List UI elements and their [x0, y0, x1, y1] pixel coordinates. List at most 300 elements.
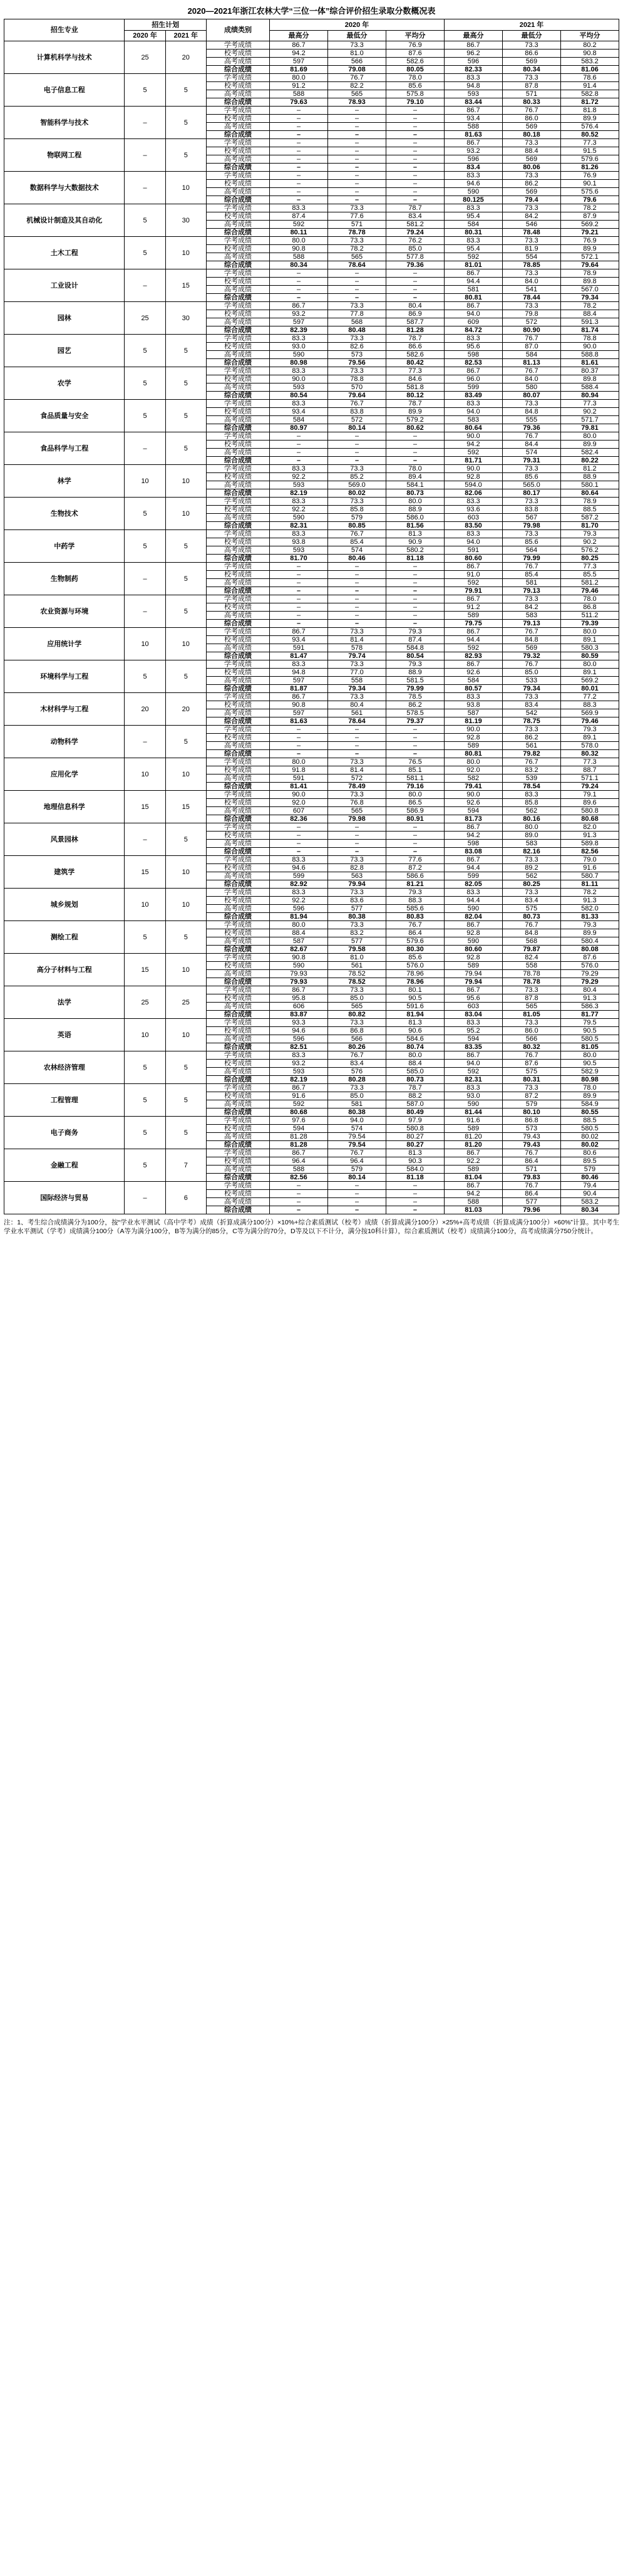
header-2020-min: 最低分	[328, 31, 386, 41]
score-type-label: 学考成绩	[206, 139, 269, 147]
score-type-label: 高考成绩	[206, 90, 269, 98]
score-cell: 79.75	[445, 620, 503, 628]
score-type-label: 学考成绩	[206, 791, 269, 799]
score-type-label: 高考成绩	[206, 644, 269, 652]
score-cell: 609	[445, 318, 503, 326]
header-year-2021: 2021 年	[445, 19, 619, 31]
score-cell: 86.7	[270, 693, 328, 701]
score-cell: 83.3	[270, 400, 328, 408]
score-cell: 80.90	[502, 326, 560, 335]
plan-2021: 5	[165, 107, 206, 139]
score-cell: –	[386, 180, 444, 188]
score-cell: 596	[445, 58, 503, 66]
score-type-label: 校考成绩	[206, 538, 269, 546]
score-cell: –	[328, 1206, 386, 1214]
score-cell: 80.34	[560, 1206, 619, 1214]
score-cell: 89.1	[560, 734, 619, 742]
score-cell: 579.6	[386, 937, 444, 946]
score-cell: 86.7	[270, 1084, 328, 1092]
score-cell: 76.7	[328, 1149, 386, 1157]
score-cell: 597	[270, 709, 328, 717]
score-cell: 592	[270, 1100, 328, 1108]
score-cell: 86.7	[270, 1149, 328, 1157]
score-cell: 569	[502, 188, 560, 196]
major-name: 英语	[4, 1019, 125, 1051]
score-cell: 83.8	[328, 408, 386, 416]
header-score-type: 成绩类别	[206, 19, 269, 41]
score-cell: 598	[445, 351, 503, 359]
score-cell: –	[270, 571, 328, 579]
score-cell: 79.37	[386, 717, 444, 726]
score-cell: 94.2	[445, 1190, 503, 1198]
score-cell: 80.59	[560, 652, 619, 660]
score-cell: 92.2	[270, 897, 328, 905]
score-cell: 73.3	[502, 856, 560, 864]
score-cell: –	[270, 726, 328, 734]
table-row	[4, 791, 619, 799]
major-name: 计算机科学与技术	[4, 41, 125, 74]
score-cell: 83.6	[328, 897, 386, 905]
score-type-label: 综合成绩	[206, 815, 269, 823]
plan-2021: 10	[165, 237, 206, 269]
score-cell: 85.2	[328, 473, 386, 481]
score-cell: 76.7	[502, 628, 560, 636]
score-cell: 76.7	[502, 107, 560, 115]
score-cell: 77.3	[386, 367, 444, 375]
score-cell: 76.7	[502, 921, 560, 929]
score-cell: 73.3	[328, 660, 386, 669]
score-cell: 73.3	[328, 335, 386, 343]
score-cell: 78.9	[560, 269, 619, 278]
score-cell: 82.0	[560, 823, 619, 832]
score-cell: 80.98	[560, 1076, 619, 1084]
score-cell: 83.3	[445, 889, 503, 897]
score-cell: 82.19	[270, 489, 328, 498]
score-cell: 579	[328, 514, 386, 522]
score-cell: 81.28	[270, 1133, 328, 1141]
plan-2021: 30	[165, 302, 206, 335]
score-cell: 82.6	[328, 343, 386, 351]
plan-2020: 15	[125, 954, 165, 986]
score-cell: –	[386, 1206, 444, 1214]
major-name: 高分子材料与工程	[4, 954, 125, 986]
score-cell: 569	[502, 123, 560, 131]
plan-2021: 5	[165, 530, 206, 563]
score-cell: 91.3	[560, 832, 619, 840]
score-cell: 86.4	[386, 929, 444, 937]
score-cell: 581	[445, 286, 503, 294]
score-cell: 80.82	[328, 1011, 386, 1019]
score-cell: –	[386, 563, 444, 571]
score-cell: –	[328, 139, 386, 147]
plan-2021: 7	[165, 1149, 206, 1182]
score-cell: –	[270, 840, 328, 848]
score-cell: 93.2	[270, 310, 328, 318]
score-type-label: 综合成绩	[206, 359, 269, 367]
score-cell: 83.08	[445, 848, 503, 856]
score-cell: 80.0	[560, 1051, 619, 1060]
score-type-label: 学考成绩	[206, 269, 269, 278]
score-cell: –	[386, 832, 444, 840]
score-type-label: 综合成绩	[206, 98, 269, 107]
score-cell: 590	[445, 905, 503, 913]
score-cell: 80.30	[386, 946, 444, 954]
header-2021-max: 最高分	[445, 31, 503, 41]
score-cell: 81.63	[445, 131, 503, 139]
score-cell: –	[270, 603, 328, 612]
score-cell: 581.1	[386, 774, 444, 783]
score-cell: 73.3	[502, 139, 560, 147]
score-cell: –	[328, 115, 386, 123]
score-cell: 91.4	[560, 82, 619, 90]
score-cell: 73.3	[328, 498, 386, 506]
score-cell: 79.8	[502, 310, 560, 318]
score-cell: –	[328, 726, 386, 734]
score-cell: 82.19	[270, 1076, 328, 1084]
plan-2020: 15	[125, 856, 165, 889]
score-type-label: 综合成绩	[206, 261, 269, 269]
score-cell: 86.7	[270, 302, 328, 310]
score-cell: 586.0	[386, 514, 444, 522]
score-type-label: 综合成绩	[206, 1206, 269, 1214]
score-cell: 92.8	[445, 734, 503, 742]
score-cell: 576	[328, 1068, 386, 1076]
score-type-label: 学考成绩	[206, 563, 269, 571]
score-cell: 90.9	[386, 538, 444, 546]
table-row	[4, 367, 619, 375]
score-type-label: 综合成绩	[206, 620, 269, 628]
plan-2021: 10	[165, 1019, 206, 1051]
major-name: 测绘工程	[4, 921, 125, 954]
score-cell: 88.4	[270, 929, 328, 937]
score-table	[4, 19, 619, 1214]
table-row	[4, 823, 619, 832]
score-cell: 78.96	[386, 978, 444, 986]
score-cell: 533	[502, 677, 560, 685]
score-cell: –	[386, 107, 444, 115]
score-cell: 87.9	[560, 212, 619, 221]
table-row	[4, 400, 619, 408]
score-cell: –	[270, 1182, 328, 1190]
score-cell: 95.6	[445, 343, 503, 351]
score-cell: 79.3	[386, 889, 444, 897]
score-cell: 85.0	[386, 245, 444, 253]
score-cell: 79.99	[386, 685, 444, 693]
score-type-label: 高考成绩	[206, 1035, 269, 1043]
score-type-label: 学考成绩	[206, 367, 269, 375]
score-cell: –	[386, 155, 444, 164]
score-cell: 83.3	[270, 498, 328, 506]
score-cell: 87.2	[386, 864, 444, 872]
score-cell: 90.0	[560, 343, 619, 351]
score-type-label: 校考成绩	[206, 669, 269, 677]
plan-2021: 10	[165, 758, 206, 791]
score-cell: 86.7	[445, 269, 503, 278]
score-cell: –	[386, 432, 444, 441]
score-cell: 78.2	[560, 889, 619, 897]
score-cell: 580.4	[560, 937, 619, 946]
score-cell: 89.8	[560, 278, 619, 286]
score-cell: 73.3	[502, 41, 560, 50]
score-cell: 588.4	[560, 383, 619, 392]
score-cell: 84.72	[445, 326, 503, 335]
score-cell: –	[386, 840, 444, 848]
major-name: 数据科学与大数据技术	[4, 172, 125, 204]
table-row	[4, 628, 619, 636]
score-cell: 89.1	[560, 669, 619, 677]
score-cell: 83.35	[445, 1043, 503, 1051]
header-2021-min: 最低分	[502, 31, 560, 41]
score-cell: 78.0	[560, 1084, 619, 1092]
score-cell: 77.2	[560, 693, 619, 701]
score-cell: 83.4	[328, 1060, 386, 1068]
score-type-label: 学考成绩	[206, 204, 269, 212]
score-cell: 573	[502, 1125, 560, 1133]
table-body	[4, 41, 619, 1214]
plan-2020: 5	[125, 237, 165, 269]
score-cell: 80.94	[560, 392, 619, 400]
score-cell: 80.54	[386, 652, 444, 660]
score-cell: 79.0	[560, 856, 619, 864]
table-row	[4, 726, 619, 734]
plan-2020: –	[125, 139, 165, 172]
score-cell: 590	[445, 937, 503, 946]
score-cell: 76.9	[560, 172, 619, 180]
score-cell: 73.3	[328, 1019, 386, 1027]
score-type-label: 综合成绩	[206, 880, 269, 889]
score-type-label: 校考成绩	[206, 962, 269, 970]
score-cell: 81.47	[270, 652, 328, 660]
score-cell: 79.13	[502, 587, 560, 595]
score-cell: 579.6	[560, 155, 619, 164]
major-name: 园林	[4, 302, 125, 335]
score-cell: –	[386, 620, 444, 628]
score-cell: –	[328, 612, 386, 620]
header-2020-max: 最高分	[270, 31, 328, 41]
major-name: 环境科学与工程	[4, 660, 125, 693]
plan-2021: 25	[165, 986, 206, 1019]
score-cell: 90.8	[270, 954, 328, 962]
score-cell: 566	[328, 58, 386, 66]
score-cell: –	[386, 571, 444, 579]
score-type-label: 高考成绩	[206, 1165, 269, 1174]
score-cell: 591.3	[560, 318, 619, 326]
score-cell: 577	[502, 1198, 560, 1206]
score-cell: 82.56	[270, 1174, 328, 1182]
plan-2020: 5	[125, 400, 165, 432]
score-type-label: 高考成绩	[206, 449, 269, 457]
plan-2021: 6	[165, 1182, 206, 1214]
score-type-label: 综合成绩	[206, 457, 269, 465]
score-cell: 79.74	[328, 652, 386, 660]
score-cell: 73.3	[328, 791, 386, 799]
major-name: 生物制药	[4, 563, 125, 595]
score-cell: –	[270, 457, 328, 465]
plan-2021: 5	[165, 432, 206, 465]
score-cell: 85.4	[502, 571, 560, 579]
score-cell: 81.4	[328, 766, 386, 774]
score-cell: 92.2	[445, 1157, 503, 1165]
score-cell: 580	[502, 383, 560, 392]
score-cell: 79.98	[328, 815, 386, 823]
score-type-label: 高考成绩	[206, 1100, 269, 1108]
major-name: 金融工程	[4, 1149, 125, 1182]
score-type-label: 学考成绩	[206, 921, 269, 929]
major-name: 国际经济与贸易	[4, 1182, 125, 1214]
score-cell: –	[270, 595, 328, 603]
score-cell: 80.54	[270, 392, 328, 400]
score-cell: –	[386, 1190, 444, 1198]
score-cell: 81.87	[270, 685, 328, 693]
score-cell: 94.0	[328, 1117, 386, 1125]
score-type-label: 高考成绩	[206, 253, 269, 261]
score-type-label: 学考成绩	[206, 530, 269, 538]
score-cell: 77.3	[560, 563, 619, 571]
score-cell: 78.78	[328, 229, 386, 237]
score-cell: 85.0	[328, 1092, 386, 1100]
score-cell: –	[328, 123, 386, 131]
score-cell: 589	[445, 1165, 503, 1174]
plan-2021: 5	[165, 660, 206, 693]
score-cell: 84.4	[502, 441, 560, 449]
score-cell: 81.01	[445, 261, 503, 269]
score-cell: 80.05	[386, 66, 444, 74]
score-type-label: 高考成绩	[206, 188, 269, 196]
score-cell: 82.53	[445, 359, 503, 367]
score-cell: –	[386, 579, 444, 587]
score-cell: 87.8	[502, 82, 560, 90]
score-cell: 73.3	[328, 204, 386, 212]
score-cell: 589.8	[560, 840, 619, 848]
score-cell: 89.9	[560, 245, 619, 253]
score-cell: 575.6	[560, 188, 619, 196]
score-cell: –	[328, 1190, 386, 1198]
score-cell: 90.8	[270, 701, 328, 709]
score-cell: 73.3	[328, 889, 386, 897]
score-cell: 80.28	[328, 1076, 386, 1084]
score-cell: 81.28	[270, 1141, 328, 1149]
score-cell: 586.9	[386, 807, 444, 815]
score-cell: 597	[270, 58, 328, 66]
score-cell: 79.31	[502, 457, 560, 465]
score-cell: 78.0	[386, 74, 444, 82]
score-cell: 583.2	[560, 58, 619, 66]
plan-2020: –	[125, 432, 165, 465]
score-cell: 79.3	[386, 628, 444, 636]
plan-2021: 5	[165, 563, 206, 595]
score-cell: 73.3	[502, 204, 560, 212]
score-type-label: 校考成绩	[206, 832, 269, 840]
score-cell: 76.2	[386, 237, 444, 245]
score-cell: 577	[328, 937, 386, 946]
score-cell: 589	[445, 742, 503, 750]
score-cell: –	[328, 294, 386, 302]
major-name: 机械设计制造及其自动化	[4, 204, 125, 237]
score-type-label: 综合成绩	[206, 685, 269, 693]
score-cell: 599	[445, 872, 503, 880]
score-cell: 555	[502, 416, 560, 424]
score-type-label: 高考成绩	[206, 970, 269, 978]
score-cell: 590	[270, 962, 328, 970]
score-cell: 76.9	[560, 237, 619, 245]
score-cell: 94.4	[445, 636, 503, 644]
table-row	[4, 889, 619, 897]
score-cell: 73.3	[328, 628, 386, 636]
score-cell: 82.16	[502, 848, 560, 856]
score-cell: –	[386, 269, 444, 278]
score-cell: 80.98	[270, 359, 328, 367]
table-row	[4, 530, 619, 538]
score-type-label: 学考成绩	[206, 498, 269, 506]
score-cell: 584	[445, 221, 503, 229]
score-cell: 94.6	[270, 864, 328, 872]
score-cell: 81.0	[328, 50, 386, 58]
score-type-label: 综合成绩	[206, 717, 269, 726]
score-cell: 73.3	[502, 1084, 560, 1092]
score-cell: 577.8	[386, 253, 444, 261]
score-cell: 91.2	[270, 82, 328, 90]
score-cell: 80.52	[560, 131, 619, 139]
score-cell: 76.5	[386, 758, 444, 766]
score-cell: 79.94	[328, 880, 386, 889]
score-cell: 79.93	[270, 970, 328, 978]
score-cell: 593	[445, 90, 503, 98]
score-cell: 584.9	[560, 1100, 619, 1108]
score-cell: 80.38	[328, 1108, 386, 1117]
score-cell: 89.5	[560, 1157, 619, 1165]
score-cell: 81.70	[270, 555, 328, 563]
score-cell: 576.2	[560, 546, 619, 555]
score-cell: 80.0	[270, 758, 328, 766]
major-name: 食品科学与工程	[4, 432, 125, 465]
score-cell: 590	[445, 188, 503, 196]
score-cell: 86.6	[386, 343, 444, 351]
score-cell: 76.8	[328, 799, 386, 807]
score-type-label: 高考成绩	[206, 579, 269, 587]
score-cell: –	[328, 571, 386, 579]
score-cell: 561	[328, 709, 386, 717]
score-cell: 588	[445, 1198, 503, 1206]
plan-2021: 5	[165, 921, 206, 954]
score-cell: 581	[328, 1100, 386, 1108]
plan-2021: 5	[165, 74, 206, 107]
score-cell: 76.9	[386, 41, 444, 50]
score-cell: 587.2	[560, 514, 619, 522]
table-row	[4, 302, 619, 310]
score-cell: 80.14	[328, 1174, 386, 1182]
score-cell: 90.8	[560, 50, 619, 58]
score-cell: 584	[270, 416, 328, 424]
plan-2020: 25	[125, 41, 165, 74]
score-cell: 82.56	[560, 848, 619, 856]
score-cell: 83.3	[445, 204, 503, 212]
score-cell: 94.4	[445, 278, 503, 286]
plan-2020: 25	[125, 302, 165, 335]
score-cell: 79.13	[502, 620, 560, 628]
score-cell: 596	[445, 155, 503, 164]
score-cell: 86.2	[502, 734, 560, 742]
score-cell: 86.7	[445, 302, 503, 310]
major-name: 土木工程	[4, 237, 125, 269]
score-cell: 80.38	[328, 913, 386, 921]
score-cell: 80.0	[502, 823, 560, 832]
score-cell: 597	[270, 318, 328, 326]
score-cell: 93.4	[270, 636, 328, 644]
table-row	[4, 921, 619, 929]
plan-2020: –	[125, 1182, 165, 1214]
score-type-label: 高考成绩	[206, 905, 269, 913]
score-cell: 574	[502, 449, 560, 457]
